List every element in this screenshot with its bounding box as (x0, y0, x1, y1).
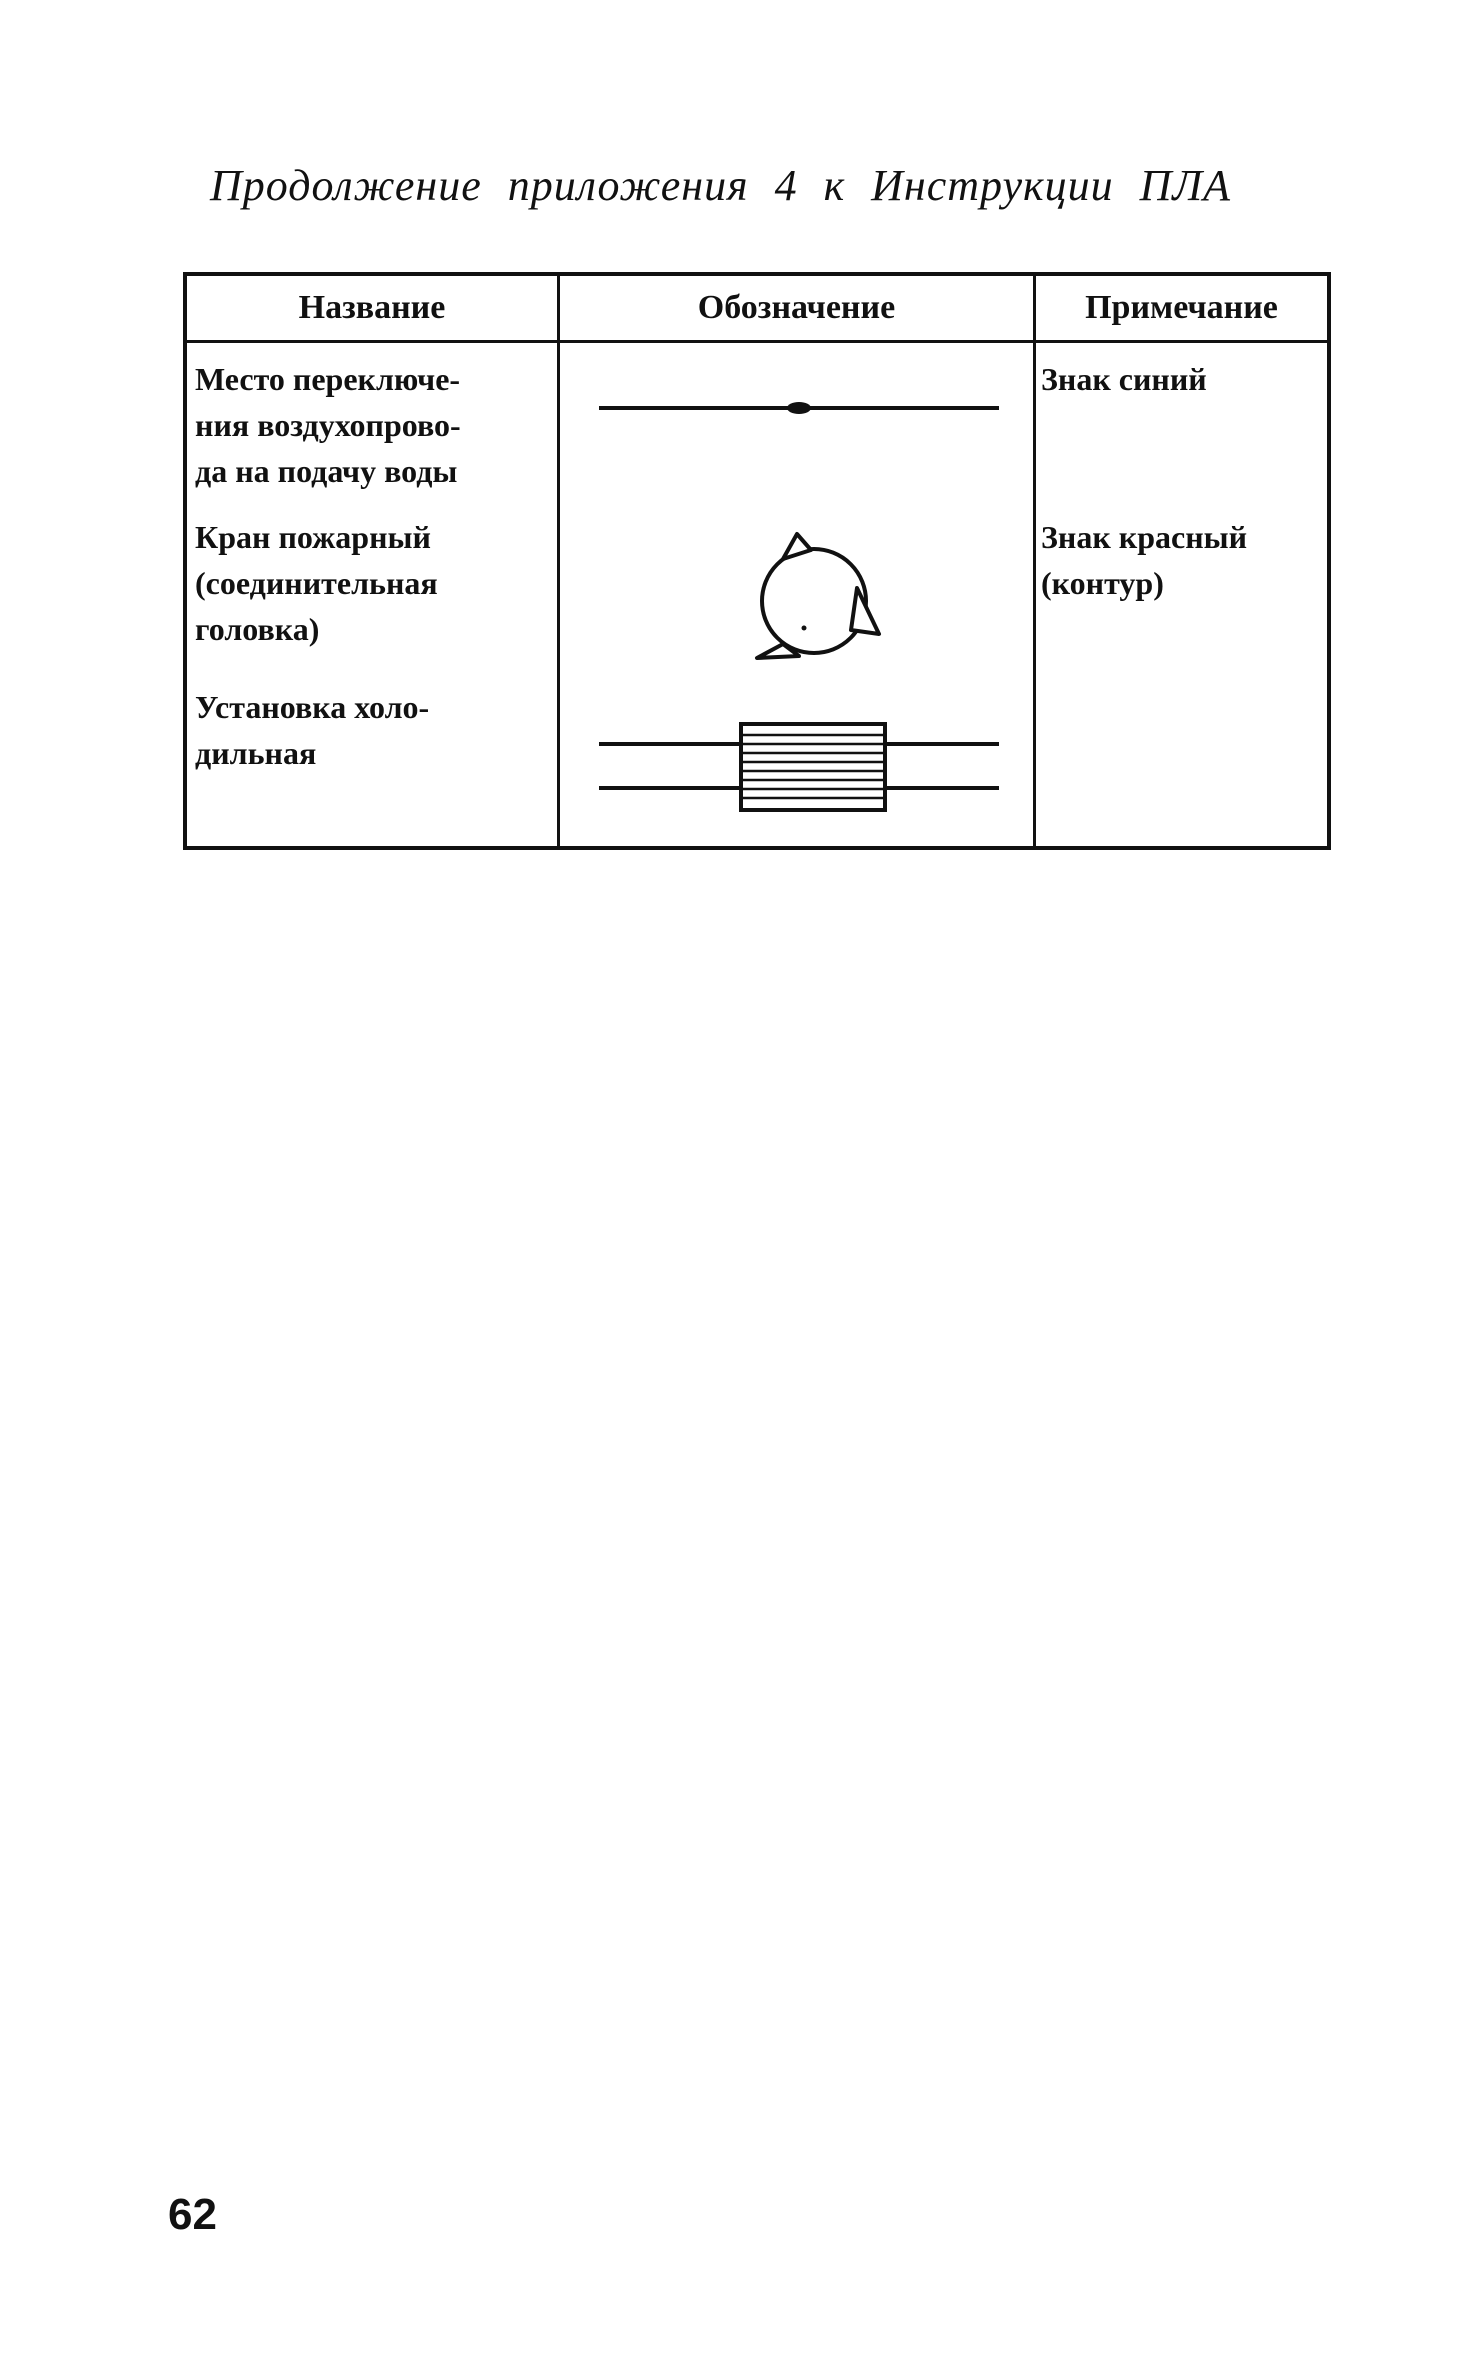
page-number: 62 (168, 2190, 217, 2239)
row-name-fire-hydrant: Кран пожарный (соединительная головка) (195, 519, 438, 647)
header-divider (187, 340, 1327, 343)
fire-hydrant-symbol (739, 526, 889, 676)
legend-table (183, 272, 1331, 850)
refrigeration-unit-symbol (599, 716, 999, 816)
column-divider (1033, 276, 1036, 846)
row-name-air-switch: Место переключе- ния воздухопрово- да на подачу воды (195, 361, 461, 489)
header-note: Примечание (1085, 289, 1278, 326)
column-divider (557, 276, 560, 846)
row-note-red-outline: Знак красный (контур) (1041, 519, 1248, 601)
running-title: Продолжение приложения 4 к Инструкции ПЛА (210, 161, 1232, 210)
row-name-refrigeration: Установка холо- дильная (195, 689, 430, 771)
header-name: Название (298, 289, 446, 326)
header-symbol: Обозначение (697, 289, 896, 326)
air-pipe-switch-symbol (599, 388, 999, 428)
row-note-blue: Знак синий (1041, 361, 1207, 397)
